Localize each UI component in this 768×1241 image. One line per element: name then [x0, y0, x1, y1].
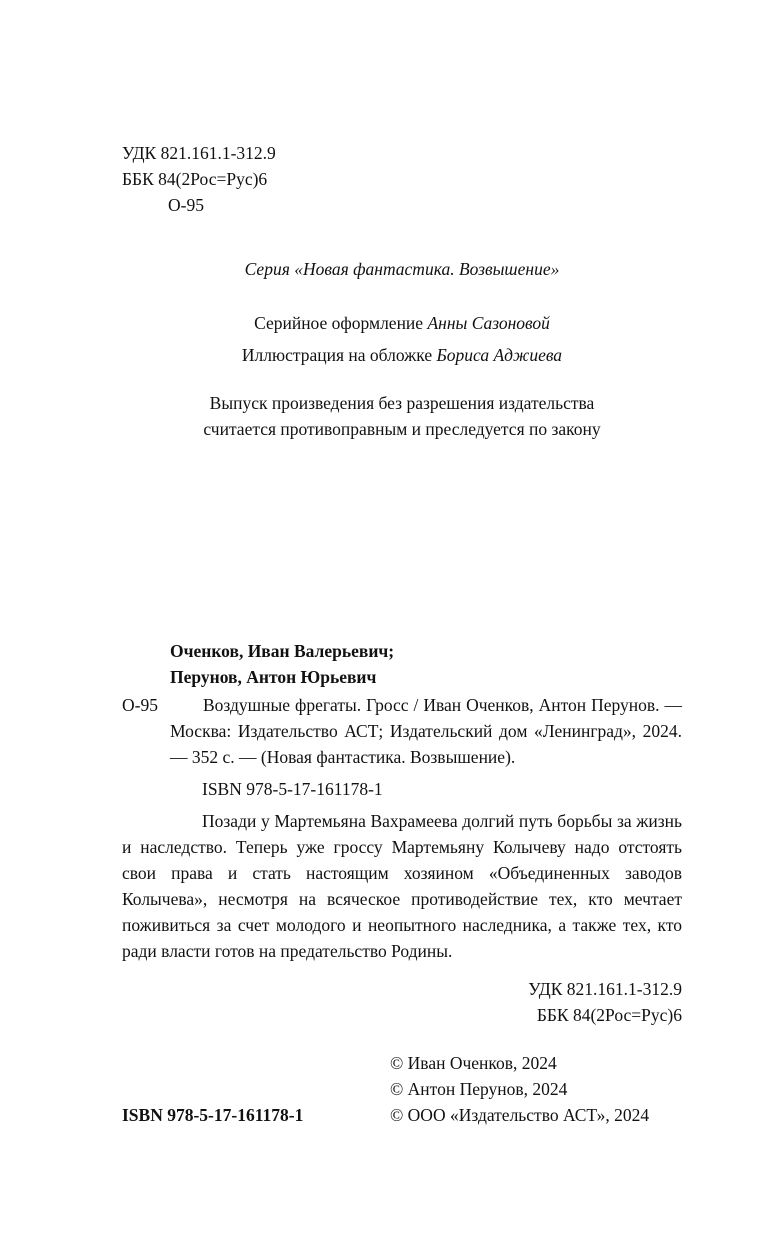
legal-notice-line2: считается противоправным и преследуется по закону	[203, 419, 601, 439]
author-name-1: Оченков, Иван Валерьевич;	[170, 641, 395, 661]
bottom-block	[122, 1050, 682, 1128]
series-design-line	[122, 310, 682, 336]
author-name-2: Перунов, Антон Юрьевич	[170, 667, 377, 687]
classification-block	[122, 140, 682, 218]
bbk-line-right: ББК 84(2Рос=Рус)6	[536, 1005, 682, 1025]
cover-illustration-prefix: Иллюстрация на обложке	[241, 345, 437, 365]
isbn-entry-line: ISBN 978-5-17-161178-1	[202, 779, 383, 799]
udk-line: УДК 821.161.1-312.9	[122, 143, 276, 163]
udk-line-right: УДК 821.161.1-312.9	[528, 979, 682, 999]
copyright-line-author2: © Антон Перунов, 2024	[390, 1079, 568, 1099]
legal-notice	[122, 390, 682, 442]
authors-heading	[122, 638, 682, 690]
copyright-line-author1: © Иван Оченков, 2024	[390, 1053, 557, 1073]
catalog-entry-block	[122, 692, 682, 770]
isbn-bottom-line: ISBN 978-5-17-161178-1	[122, 1105, 304, 1125]
cover-illustrator-name: Бориса Аджиева	[436, 345, 563, 365]
copyright-block	[390, 1050, 682, 1128]
series-designer-name: Анны Сазоновой	[427, 313, 550, 333]
page-content	[122, 140, 682, 1128]
copyright-line-publisher: © ООО «Издательство АСТ», 2024	[390, 1105, 650, 1125]
bbk-line: ББК 84(2Рос=Рус)6	[122, 169, 268, 189]
series-design-prefix: Серийное оформление	[254, 313, 428, 333]
cover-illustration-line	[122, 342, 682, 368]
catalog-entry-text: Воздушные фрегаты. Гросс / Иван Оченков, Антон Перунов. — Москва: Издательство АСТ; Издательский дом «Ленинград», 2024. — 352 с. — (Новая фантастика. Возвышение).	[170, 695, 682, 767]
catalog-code: О-95	[122, 695, 158, 715]
annotation-text: Позади у Мартемьяна Вахрамеева долгий путь борьбы за жизнь и наследство. Теперь уже гроссу Мартемьяну Колычеву надо отстоять свои права и стать настоящим хозяином «Объединенных заводов Колычева», несмотря на всяческое противодействие тех, кто мечтает поживиться за счет молодого и неопытного наследника, а также тех, кто ради власти готов на предательство Родины.	[122, 811, 682, 961]
series-line: Серия «Новая фантастика. Возвышение»	[244, 259, 560, 279]
author-code-line: О-95	[168, 195, 204, 215]
legal-notice-line1: Выпуск произведения без разрешения издательства	[209, 393, 595, 413]
classification-block-right	[122, 976, 682, 1028]
